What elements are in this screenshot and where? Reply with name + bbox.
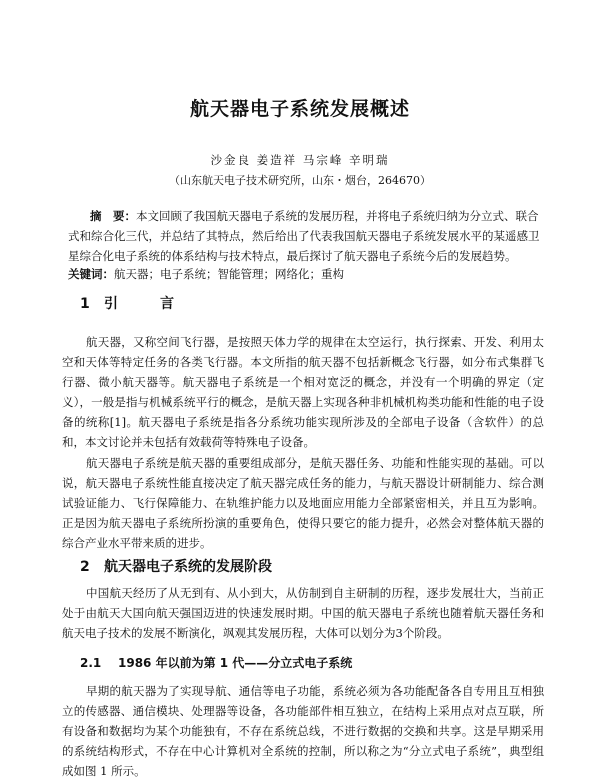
affiliation: （山东航天电子技术研究所，山东・烟台，264670） [169,174,431,187]
section-heading-development [80,556,272,576]
section-number: 1 [80,296,104,312]
development-paragraph-2: 早期的航天器为了实现导航、通信等电子功能，系统必须为各功能配备各自专用且互相独立的传感器、通信模块、处理器等设备，各功能部件相互独立，在结构上采用点对点互联，所有设备和数据均为某个功能独有，不存在系统总线，不进行数据的交换和共享。这是早期采用的系统结构形式，不存在中心计算机对全系统的控制，所以称之为“分立式电子系统”，典型组成如图 1 所示。 [62,684,544,778]
abstract [68,206,540,266]
development-paragraph-1: 中国航天经历了从无到有、从小到大，从仿制到自主研制的历程，逐步发展壮大，当前正处于由航天大国向航天强国迈进的快速发展时期。中国的航天器电子系统也随着航天器任务和航天电子技术的发展不断演化，飒观其发展历程，大体可以划分为3个阶段。 [62,586,544,640]
section-heading-intro [80,293,188,313]
keywords [68,264,540,284]
keywords-text: 航天器；电子系统；智能管理；网络化；重构 [114,267,344,281]
keywords-label: 关键词： [68,267,114,281]
intro-paragraph-2: 航天器电子系统是航天器的重要组成部分，是航天器任务、功能和性能实现的基础。可以说，航天器电子系统性能直接决定了航天器完成任务的能力，与航天器设计研制能力、综合测试验证能力、飞行保障能力、在轨维护能力以及地面应用能力全部紧密相关，并且互为影响。正是因为航天器电子系统所扮演的重要角色，使得只要它的能力提升，必然会对整体航天器的综合产业水平带来质的进步。 [62,456,544,550]
subsection-title: 1986 年以前为第 1 代——分立式电子系统 [118,656,353,670]
paper-title: 航天器电子系统发展概述 [189,98,410,120]
abstract-text: 本文回顾了我国航天器电子系统的发展历程，并将电子系统归纳为分立式、联合式和综合化三代，并总结了其特点，然后给出了代表我国航天器电子系统发展水平的某遥感卫星综合化电子系统的体系结构与技术特点，最后探讨了航天器电子系统今后的发展趋势。 [68,209,540,263]
abstract-label: 摘 要： [90,209,136,223]
section-title: 航天器电子系统的发展阶段 [104,559,272,575]
intro-paragraph-1: 航天器，又称空间飞行器，是按照天体力学的规律在太空运行，执行探索、开发、利用太空和天体等特定任务的各类飞行器。本文所指的航天器不包括新概念飞行器，如分布式集群飞行器、微小航天器等。航天器电子系统是一个相对宽泛的概念，并没有一个明确的界定（定义），一般是指与机械系统平行的概念，是航天器上实现各种非机械机构类功能和性能的电子设备的统称[1]。航天器电子系统是指各分系统功能实现所涉及的全部电子设备（含软件）的总和，本文讨论并未包括有效载荷等特殊电子设备。 [62,335,544,449]
author-list: 沙金良 姜造祥 马宗峰 辛明瑞 [210,153,390,167]
section-number: 2 [80,559,90,575]
subsection-number: 2.1 [80,656,102,670]
section-title: 引 言 [104,296,188,312]
subsection-heading-2-1 [80,654,352,671]
